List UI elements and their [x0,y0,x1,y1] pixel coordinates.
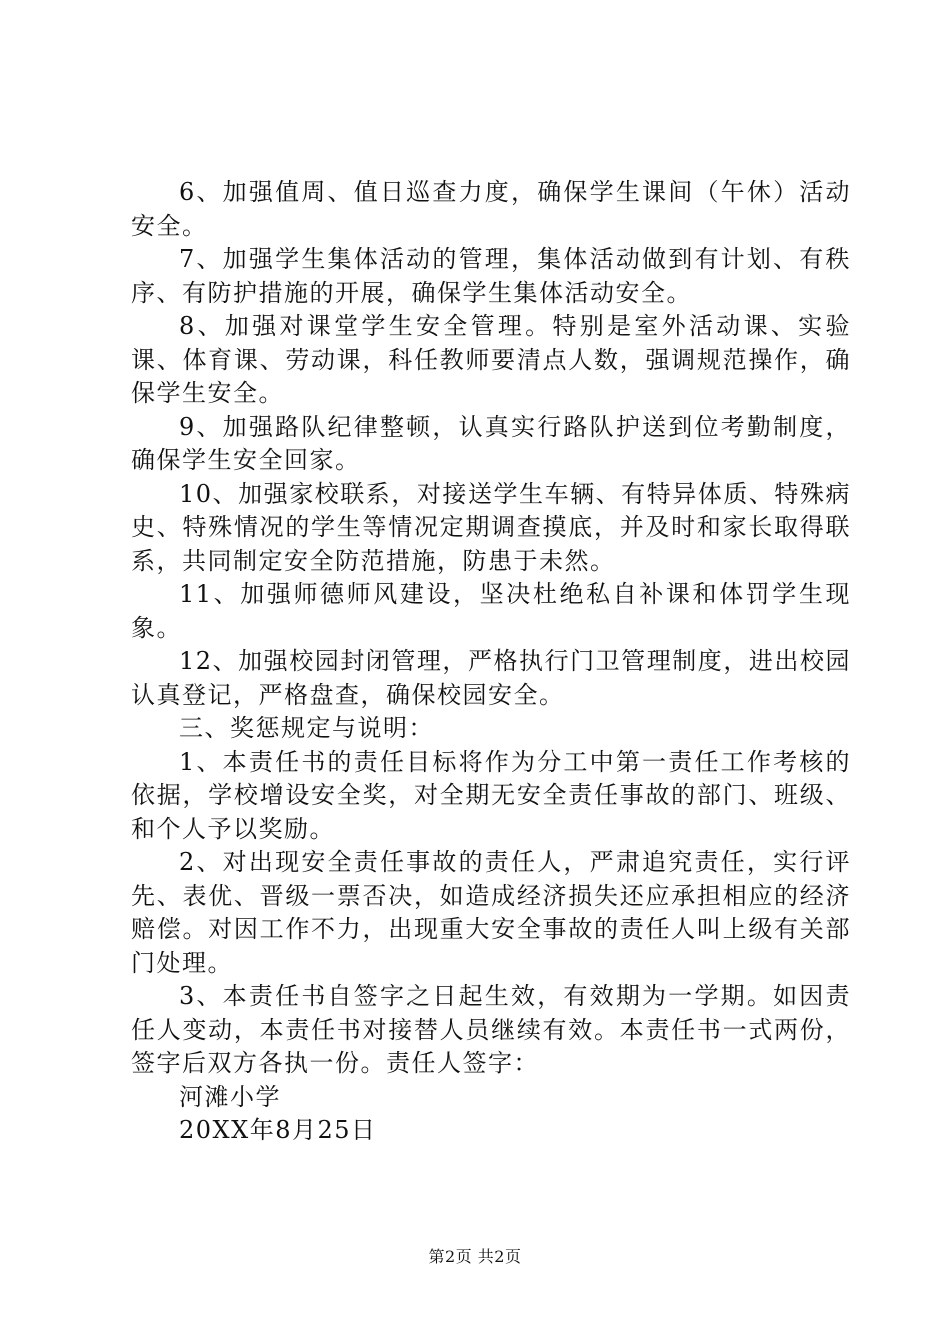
section-heading-rewards: 三、奖惩规定与说明： [179,714,434,742]
paragraph-item-7: 7、加强学生集体活动的管理，集体活动做到有计划、有秩序、有防护措施的开展，确保学生集体活动安全。 [131,245,851,307]
paragraph-item-6: 6、加强值周、值日巡查力度，确保学生课间（午休）活动安全。 [131,178,851,240]
paragraph-item-12: 12、加强校园封闭管理，严格执行门卫管理制度，进出校园认真登记，严格盘查，确保校园安全。 [131,647,851,709]
paragraph-item-10: 10、加强家校联系，对接送学生车辆、有特异体质、特殊病史、特殊情况的学生等情况定期调查摸底，并及时和家长取得联系，共同制定安全防范措施，防患于未然。 [131,479,851,575]
rule-item-3: 3、本责任书自签字之日起生效，有效期为一学期。如因责任人变动，本责任书对接替人员继续有效。本责任书一式两份，签字后双方各执一份。责任人签字： [131,982,851,1077]
rule-item-2: 2、对出现安全责任事故的责任人，严肃追究责任，实行评先、表优、晋级一票否决，如造成经济损失还应承担相应的经济赔偿。对因工作不力，出现重大安全事故的责任人叫上级有关部门处理。 [131,848,851,977]
rule-item-1: 1、本责任书的责任目标将作为分工中第一责任工作考核的依据，学校增设安全奖，对全期无安全责任事故的部门、班级、和个人予以奖励。 [131,747,851,843]
paragraph-item-8: 8、加强对课堂学生安全管理。特别是室外活动课、实验课、体育课、劳动课，科任教师要清点人数，强调规范操作，确保学生安全。 [131,312,851,407]
paragraph-item-9: 9、加强路队纪律整顿，认真实行路队护送到位考勤制度，确保学生安全回家。 [131,412,851,474]
document-body [131,176,851,1148]
paragraph-item-11: 11、加强师德师风建设，坚决杜绝私自补课和体罚学生现象。 [131,580,851,642]
document-date: 20XX年8月25日 [179,1116,377,1144]
page-number-footer: 第2页 共2页 [428,1247,522,1266]
school-name: 河滩小学 [179,1082,281,1111]
